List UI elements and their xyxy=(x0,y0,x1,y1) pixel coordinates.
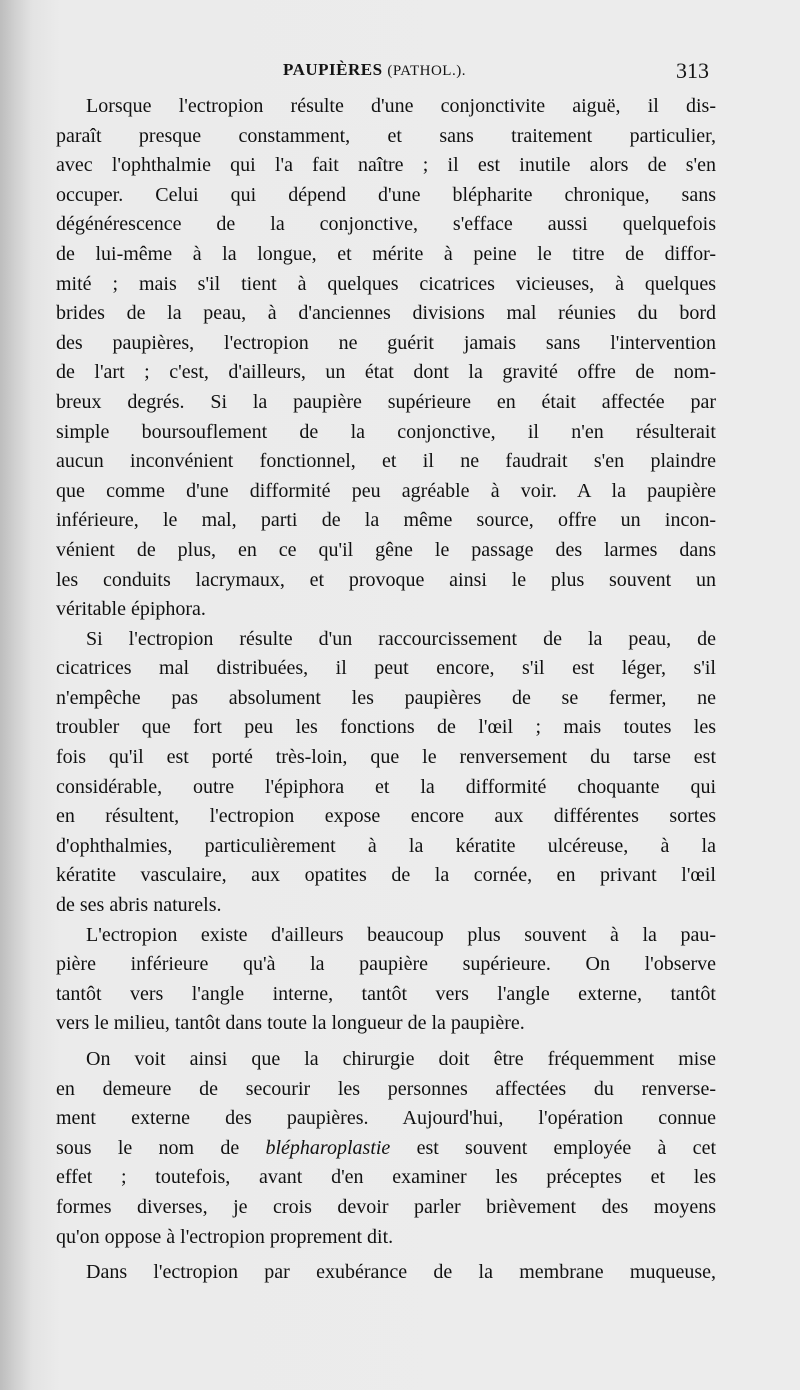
text-line: paraît presque constamment, et sans traitement particulier, xyxy=(56,124,716,147)
paragraph-2 xyxy=(56,625,716,921)
text-line: de ses abris naturels. xyxy=(56,894,222,917)
text-line: en demeure de secourir les personnes affectées du renverse- xyxy=(56,1077,716,1100)
text-line: de lui-même à la longue, et mérite à peine le titre de diffor- xyxy=(56,242,716,265)
text-line: kératite vasculaire, aux opatites de la cornée, en privant l'œil xyxy=(56,864,716,887)
text-line: formes diverses, je crois devoir parler brièvement des moyens xyxy=(56,1195,716,1218)
text-line: simple boursouflement de la conjonctive, il n'en résulterait xyxy=(56,420,716,443)
text-line: dégénérescence de la conjonctive, s'efface aussi quelquefois xyxy=(56,213,716,236)
running-title xyxy=(283,60,466,80)
text-line: ment externe des paupières. Aujourd'hui, l'opération connue xyxy=(56,1107,716,1130)
text-line: pière inférieure qu'à la paupière supérieure. On l'observe xyxy=(56,953,716,976)
text-line: n'empêche pas absolument les paupières de se fermer, ne xyxy=(56,686,716,709)
page-number: 313 xyxy=(676,58,709,83)
text-line: breux degrés. Si la paupière supérieure en était affectée par xyxy=(56,390,716,413)
text-line: inférieure, le mal, parti de la même source, offre un incon- xyxy=(56,509,716,532)
text-line: véritable épiphora. xyxy=(56,598,206,621)
text-line: effet ; toutefois, avant d'en examiner les préceptes et les xyxy=(56,1166,716,1189)
paragraph-4 xyxy=(56,1045,716,1252)
text-line: Lorsque l'ectropion résulte d'une conjonctivite aiguë, il dis- xyxy=(86,95,716,117)
text-line: fois qu'il est porté très-loin, que le renversement du tarse est xyxy=(56,746,716,769)
text-line: considérable, outre l'épiphora et la difformité choquante qui xyxy=(56,775,716,798)
text-line: que comme d'une difformité peu agréable à voir. A la paupière xyxy=(56,479,716,502)
paragraph-3 xyxy=(56,921,716,1039)
text-line: On voit ainsi que la chirurgie doit être fréquemment mise xyxy=(86,1048,716,1070)
text-line: avec l'ophthalmie qui l'a fait naître ; il est inutile alors de s'en xyxy=(56,154,716,177)
text-line: troubler que fort peu les fonctions de l'œil ; mais toutes les xyxy=(56,716,716,739)
text-line: de l'art ; c'est, d'ailleurs, un état dont la gravité offre de nom- xyxy=(56,361,716,384)
text-line: des paupières, l'ectropion ne guérit jamais sans l'intervention xyxy=(56,331,716,354)
text-line: mité ; mais s'il tient à quelques cicatrices vicieuses, à quelques xyxy=(56,272,716,295)
text-line-with-italic xyxy=(56,1134,716,1164)
text-line: qu'on oppose à l'ectropion proprement dit. xyxy=(56,1225,394,1248)
paragraph-5 xyxy=(56,1258,716,1288)
text-line: brides de la peau, à d'anciennes divisions mal réunies du bord xyxy=(56,302,716,325)
text-line: vers le milieu, tantôt dans toute la longueur de la paupière. xyxy=(56,1012,525,1035)
running-title-main: PAUPIÈRES xyxy=(283,60,383,79)
text-line: aucun inconvénient fonctionnel, et il ne faudrait s'en plaindre xyxy=(56,450,716,473)
running-title-sub: (PATHOL.). xyxy=(387,63,466,79)
text-line: Si l'ectropion résulte d'un raccourcissement de la peau, de xyxy=(86,627,716,650)
italic-term: blépharoplastie xyxy=(265,1136,391,1159)
body-text xyxy=(56,92,716,1288)
text-run: est souvent employée à cet xyxy=(390,1136,716,1159)
paragraph-1 xyxy=(56,92,716,625)
text-line: vénient de plus, en ce qu'il gêne le passage des larmes dans xyxy=(56,538,716,561)
text-line: en résultent, l'ectropion expose encore aux différentes sortes xyxy=(56,805,716,828)
text-line: tantôt vers l'angle interne, tantôt vers l'angle externe, tantôt xyxy=(56,982,716,1005)
text-line: d'ophthalmies, particulièrement à la kératite ulcéreuse, à la xyxy=(56,834,716,857)
text-run: sous le nom de xyxy=(56,1136,266,1159)
text-line: occuper. Celui qui dépend d'une blépharite chronique, sans xyxy=(56,183,716,206)
text-line: cicatrices mal distribuées, il peut encore, s'il est léger, s'il xyxy=(56,657,716,680)
text-line: les conduits lacrymaux, et provoque ainsi le plus souvent un xyxy=(56,568,716,591)
text-line: L'ectropion existe d'ailleurs beaucoup plus souvent à la pau- xyxy=(86,923,716,946)
text-line: Dans l'ectropion par exubérance de la membrane muqueuse, xyxy=(86,1261,716,1284)
page-header xyxy=(0,58,800,88)
